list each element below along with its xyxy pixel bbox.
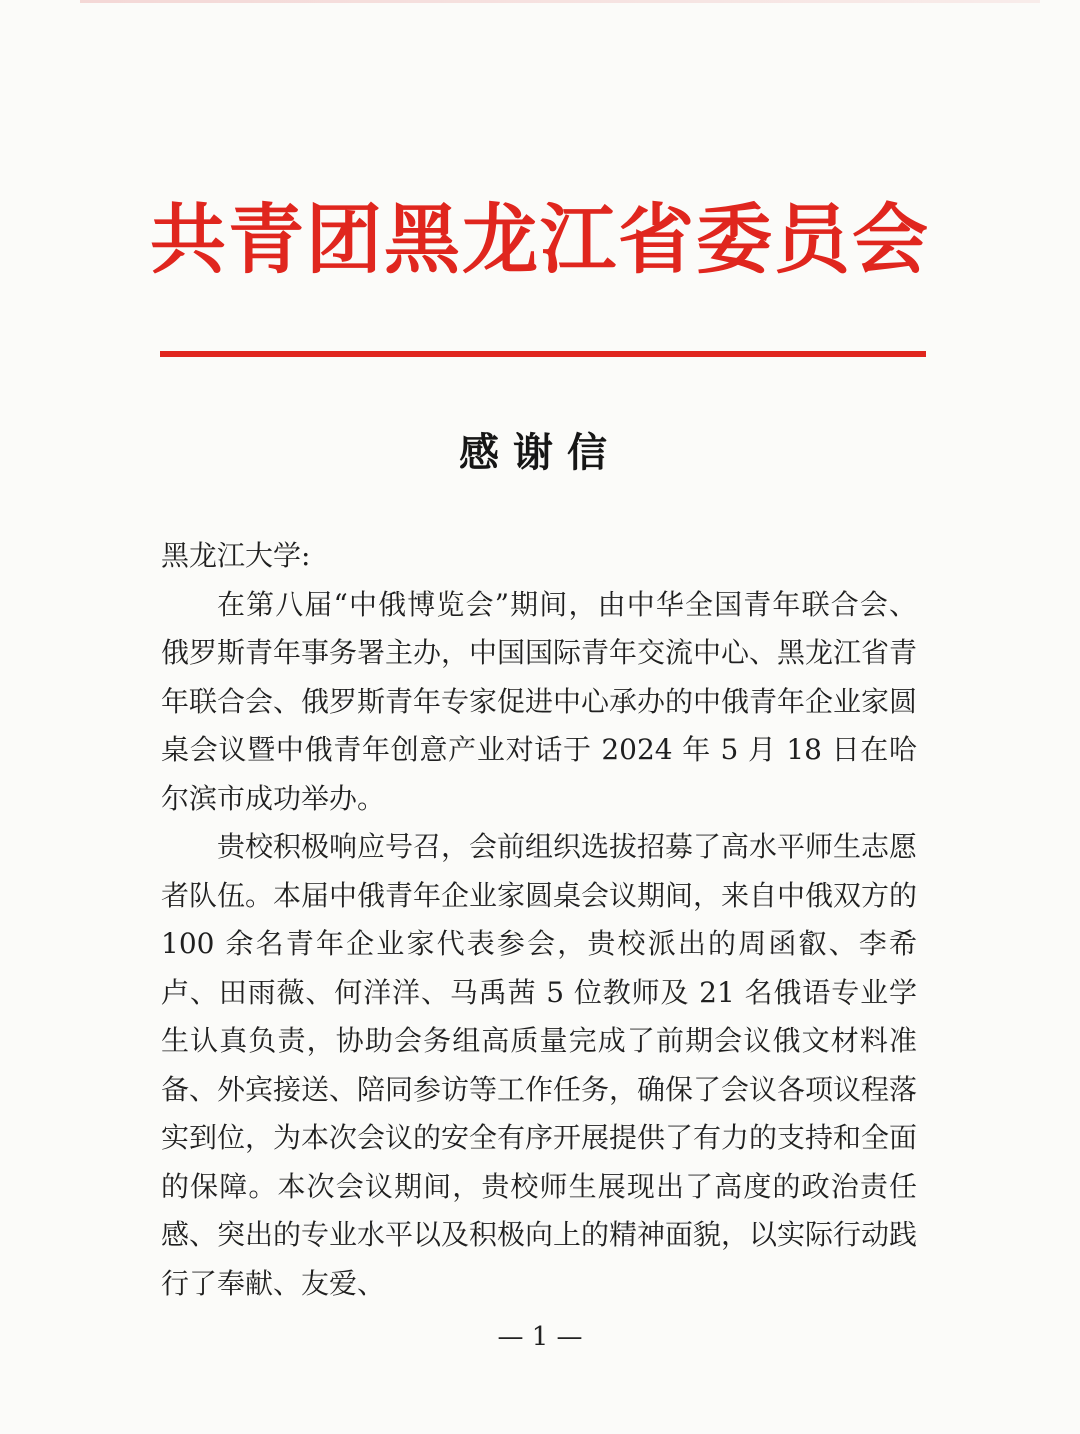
document-title: 感谢信: [459, 429, 621, 476]
salutation: 黑龙江大学:: [161, 539, 311, 572]
scan-edge-mark: [80, 0, 1040, 3]
letterhead-organization: 共青团黑龙江省委员会: [150, 195, 930, 284]
letter-body: [161, 532, 917, 1308]
letterhead-red-rule: [160, 351, 926, 357]
paragraph-2: 贵校积极响应号召，会前组织选拔招募了高水平师生志愿者队伍。本届中俄青年企业家圆桌会议期间，来自中俄双方的100 余名青年企业家代表参会，贵校派出的周函叡、李希卢、田雨薇、何洋洋、马禹茜 5 位教师及 21 名俄语专业学生认真负责，协助会务组高质量完成了前期会议俄文材料准备、外宾接送、陪同参访等工作任务，确保了会议各项议程落实到位，为本次会议的安全有序开展提供了有力的支持和全面的保障。本次会议期间，贵校师生展现出了高度的政治责任感、突出的专业水平以及积极向上的精神面貌，以实际行动践行了奉献、友爱、: [161, 830, 918, 1300]
page-number: — 1 —: [497, 1322, 583, 1352]
paragraph-1: 在第八届“中俄博览会”期间，由中华全国青年联合会、俄罗斯青年事务署主办，中国国际青年交流中心、黑龙江省青年联合会、俄罗斯青年专家促进中心承办的中俄青年企业家圆桌会议暨中俄青年创意产业对话于 2024 年 5 月 18 日在哈尔滨市成功举办。: [161, 587, 918, 815]
